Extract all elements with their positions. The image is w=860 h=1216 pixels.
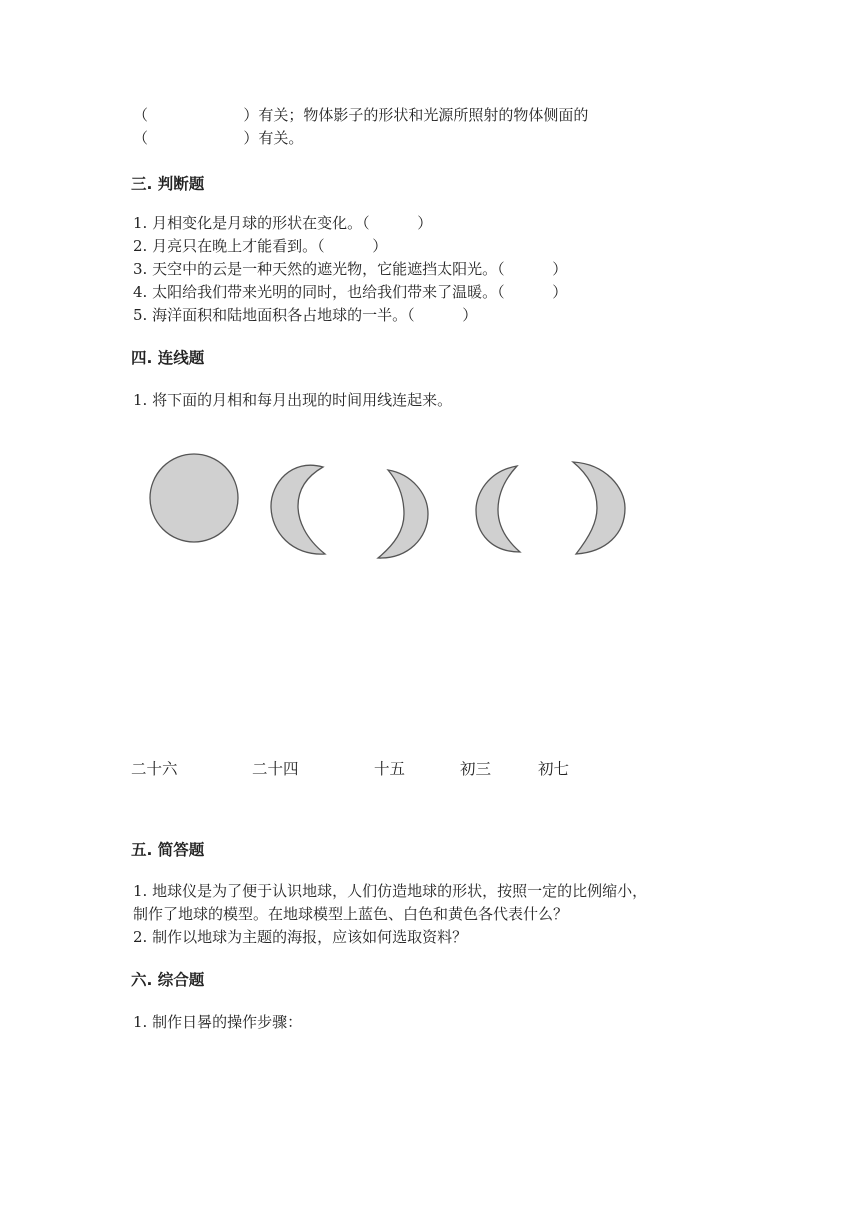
judgement-item-4: 4. 太阳给我们带来光明的同时，也给我们带来了温暖。（ ）: [133, 283, 568, 301]
time-label-5: 初七: [538, 760, 570, 778]
short-answer-q2: 2. 制作以地球为主题的海报，应该如何选取资料？: [133, 928, 468, 946]
moon-full-icon: [150, 454, 238, 542]
judgement-item-1: 1. 月相变化是月球的形状在变化。（ ）: [133, 214, 433, 232]
judgement-item-5: 5. 海洋面积和陆地面积各占地球的一半。（ ）: [133, 306, 478, 324]
judgement-item-3: 3. 天空中的云是一种天然的遮光物，它能遮挡太阳光。（ ）: [133, 260, 568, 278]
time-label-4: 初三: [460, 760, 492, 778]
moon-left-crescent-icon-2: [476, 466, 520, 552]
short-answer-q1-line1: 1. 地球仪是为了便于认识地球，人们仿造地球的形状，按照一定的比例缩小，: [133, 882, 648, 900]
section-6-heading: 六. 综合题: [131, 971, 205, 989]
time-label-1: 二十六: [131, 760, 178, 778]
moon-phases-figure: [140, 448, 640, 568]
fill-in-line-2: （ ）有关。: [133, 129, 304, 147]
matching-question: 1. 将下面的月相和每月出现的时间用线连起来。: [133, 391, 453, 409]
time-label-3: 十五: [374, 760, 406, 778]
fill-in-line-1: （ ）有关；物体影子的形状和光源所照射的物体侧面的: [133, 106, 589, 124]
comprehensive-q1: 1. 制作日晷的操作步骤：: [133, 1013, 303, 1031]
judgement-item-2: 2. 月亮只在晚上才能看到。（ ）: [133, 237, 388, 255]
section-4-heading: 四. 连线题: [131, 349, 205, 367]
section-3-heading: 三. 判断题: [131, 175, 205, 193]
moon-left-crescent-icon: [271, 465, 325, 554]
moon-right-gibbous-crescent-icon: [573, 462, 625, 554]
moon-right-crescent-icon: [378, 470, 428, 558]
time-label-2: 二十四: [252, 760, 299, 778]
short-answer-q1-line2: 制作了地球的模型。在地球模型上蓝色、白色和黄色各代表什么？: [133, 905, 569, 923]
section-5-heading: 五. 简答题: [131, 841, 205, 859]
